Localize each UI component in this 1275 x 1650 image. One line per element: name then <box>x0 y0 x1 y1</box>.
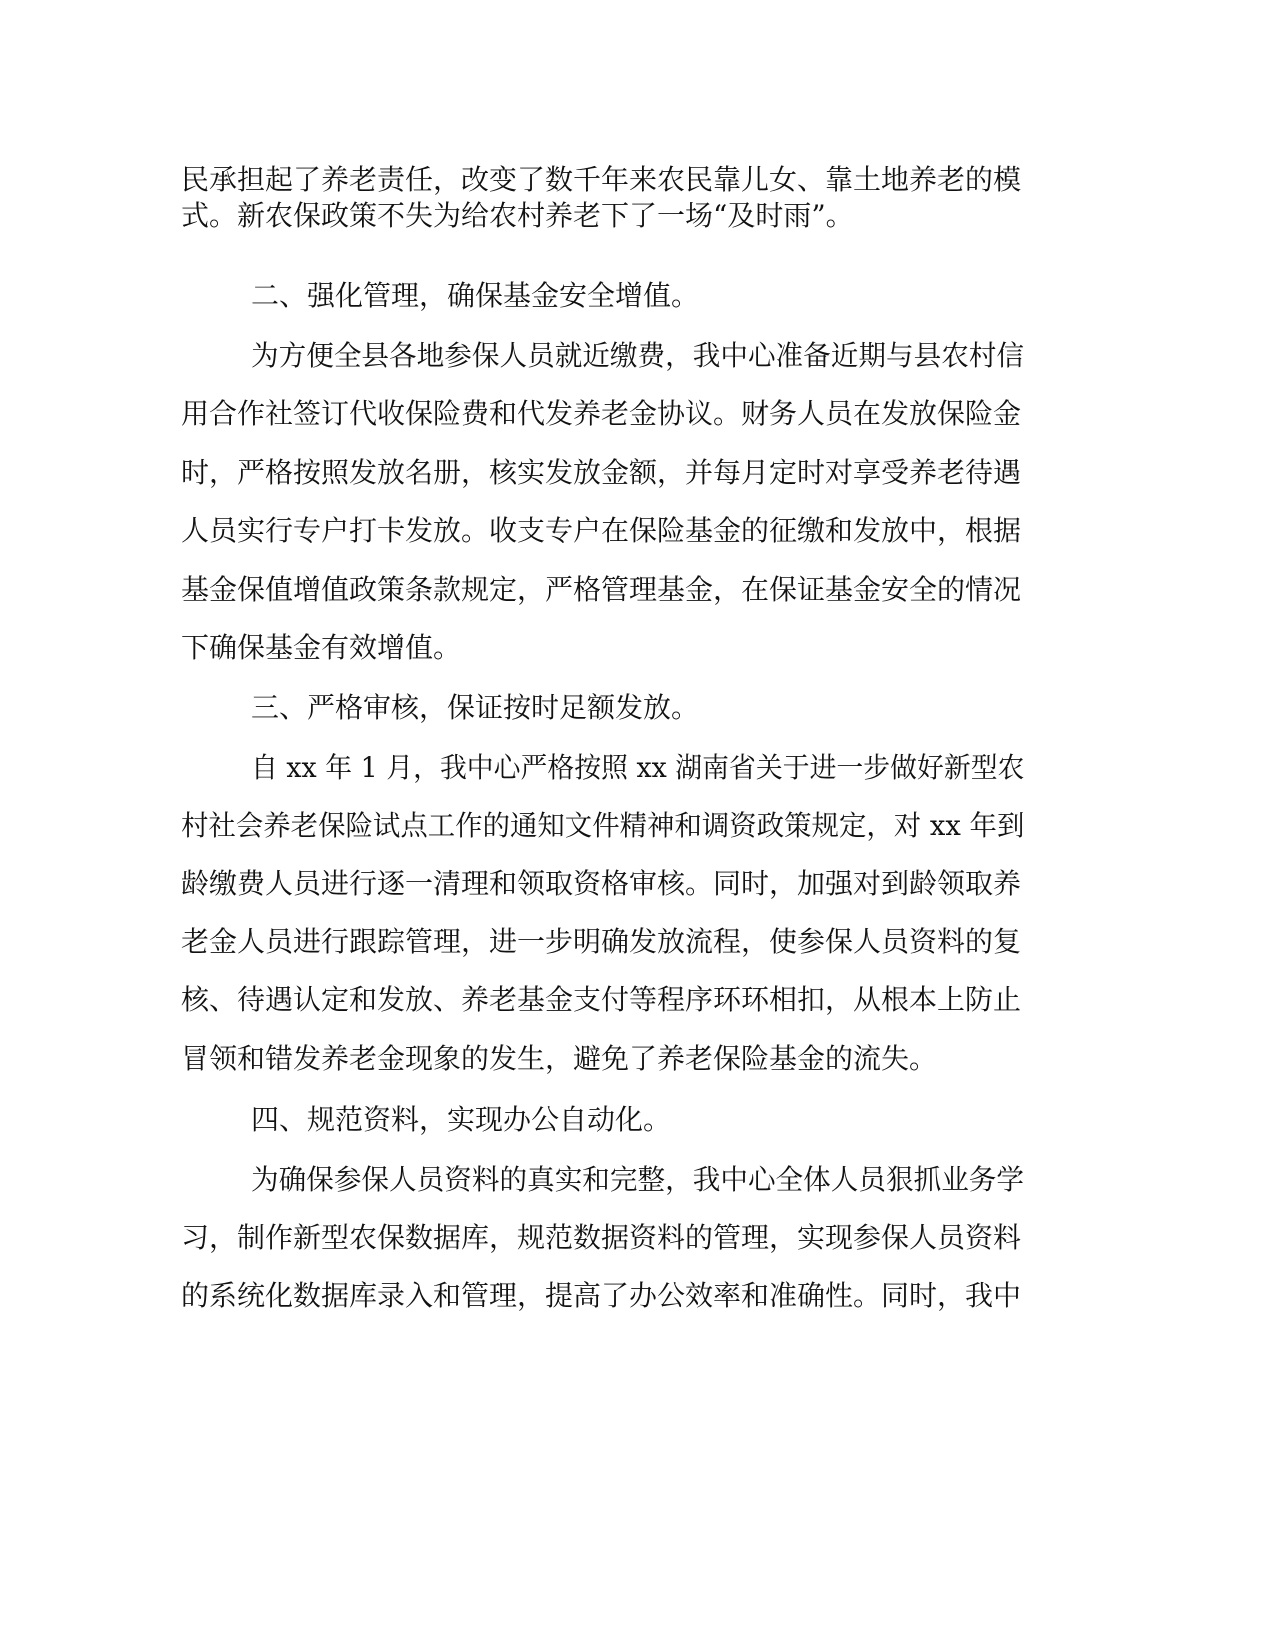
paragraph-line <box>0 453 1275 493</box>
section-heading <box>0 688 1275 728</box>
paragraph-line <box>0 570 1275 610</box>
line-text: 下确保基金有效增值。 <box>181 631 462 664</box>
line-text: 为方便全县各地参保人员就近缴费，我中心准备近期与县农村信 <box>251 339 1025 372</box>
paragraph-line <box>0 980 1275 1020</box>
heading-text: 二、强化管理，确保基金安全增值。 <box>251 279 700 312</box>
heading-text: 四、规范资料，实现办公自动化。 <box>251 1103 672 1136</box>
line-text: 民承担起了养老责任，改变了数千年来农民靠儿女、靠土地养老的模 <box>181 163 1022 196</box>
line-text: 老金人员进行跟踪管理，进一步明确发放流程，使参保人员资料的复 <box>181 925 1022 958</box>
paragraph-line <box>0 1039 1275 1079</box>
line-text: 自 xx 年 1 月，我中心严格按照 xx 湖南省关于进一步做好新型农 <box>251 751 1025 784</box>
paragraph-line <box>0 748 1275 788</box>
paragraph-line <box>0 196 1275 236</box>
line-text: 冒领和错发养老金现象的发生，避免了养老保险基金的流失。 <box>181 1042 938 1075</box>
paragraph-line <box>0 1218 1275 1258</box>
line-text: 的系统化数据库录入和管理，提高了办公效率和准确性。同时，我中 <box>181 1279 1022 1312</box>
line-text: 时，严格按照发放名册，核实发放金额，并每月定时对享受养老待遇 <box>181 456 1022 489</box>
paragraph-line <box>0 628 1275 668</box>
paragraph-line <box>0 336 1275 376</box>
line-text: 核、待遇认定和发放、养老基金支付等程序环环相扣，从根本上防止 <box>181 983 1022 1016</box>
paragraph-line <box>0 394 1275 434</box>
heading-text: 三、严格审核，保证按时足额发放。 <box>251 691 700 724</box>
paragraph-line <box>0 922 1275 962</box>
paragraph-line <box>0 1276 1275 1316</box>
paragraph-line <box>0 160 1275 200</box>
section-heading <box>0 1100 1275 1140</box>
paragraph-line <box>0 806 1275 846</box>
line-text: 习，制作新型农保数据库，规范数据资料的管理，实现参保人员资料 <box>181 1221 1022 1254</box>
line-text: 式。新农保政策不失为给农村养老下了一场“及时雨”。 <box>181 199 854 232</box>
line-text: 基金保值增值政策条款规定，严格管理基金，在保证基金安全的情况 <box>181 573 1022 606</box>
line-text: 龄缴费人员进行逐一清理和领取资格审核。同时，加强对到龄领取养 <box>181 867 1022 900</box>
line-text: 人员实行专户打卡发放。收支专户在保险基金的征缴和发放中，根据 <box>181 514 1022 547</box>
line-text: 村社会养老保险试点工作的通知文件精神和调资政策规定，对 xx 年到 <box>181 809 1025 842</box>
section-heading <box>0 276 1275 316</box>
paragraph-line <box>0 1160 1275 1200</box>
paragraph-line <box>0 511 1275 551</box>
line-text: 为确保参保人员资料的真实和完整，我中心全体人员狠抓业务学 <box>251 1163 1025 1196</box>
line-text: 用合作社签订代收保险费和代发养老金协议。财务人员在发放保险金 <box>181 397 1022 430</box>
paragraph-line <box>0 864 1275 904</box>
